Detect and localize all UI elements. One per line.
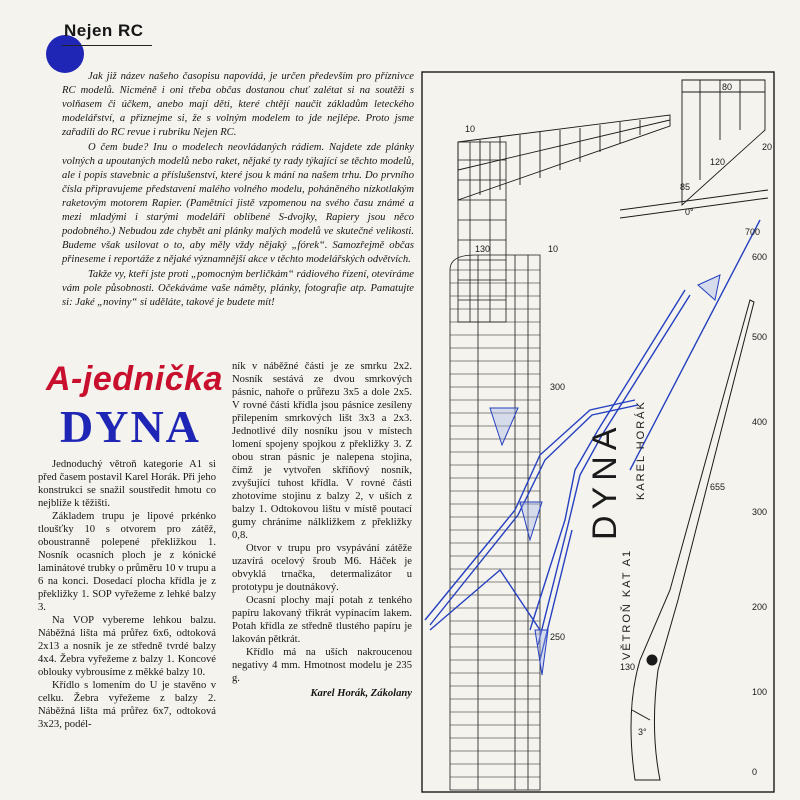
intro-paragraph: Jak již název našeho časopisu napovídá, je určen především pro příznivce RC modelů. Nicméně i oni třeba občas dostanou chuť zalétat si na soutěži s volňasem či účkem, anebo mají děti, které chtějí naučit základům leteckého modelářství, a přiznejme si, že s volným modelem to jde nejlépe. Proto jsme zařadili do RC revue i rubriku Nejen RC.	[62, 71, 414, 138]
dimension-label: 130	[620, 662, 636, 672]
article-paragraph: Otvor v trupu pro vsypávání zátěže uzavírá ocelový šroub M6. Háček je obvyklá trnačka, determalizátor u prototypu je doutnákový.	[232, 543, 412, 593]
model-name-block	[586, 400, 647, 660]
article-paragraph: Křídlo s lomením do U je stavěno v celku. Žebra vyřežeme z balzy 2. Náběžná lišta má průřez 6x7, odtoková 3x23, podél-	[38, 680, 216, 730]
dimension-label: 20	[762, 142, 773, 152]
dimension-label: 85	[680, 182, 691, 192]
dimension-label: 200	[752, 602, 768, 612]
intro-paragraph: Takže vy, kteří jste proti „pomocným berličkám“ rádiového řízení, otevíráme vám pole působnosti. Očekáváme vaše náměty, plánky, fotografie atp. Pamatujte si: Jaké „noviny“ si uděláte, takové je budete mít!	[62, 269, 414, 308]
dimension-label: 250	[550, 632, 566, 642]
article-paragraph: Na VOP vybereme lehkou balzu. Náběžná lišta má průřez 6x6, odtoková 2x13 a nosník je ze středně tvrdé balzy 4x4. Žebra vyřežeme z balzy 1. Koncové oblouky vybrousíme z měkké balzy 10.	[38, 615, 216, 678]
section-header: Nejen RC	[64, 21, 144, 40]
dimension-label: 655	[710, 482, 726, 492]
article-paragraph: Základem trupu je lipové prkénko tloušťky 10 s otvorem pro zátěž, oboustranně polepené překližkou 1. Nosník ocasních ploch je z kónické laminátové trubky o průměru 10 v trupu a 6 na konci. Dosedací plocha křídla je z překližky 1. SOP vyřežeme z lehké balzy 3.	[38, 511, 216, 613]
article-column-1	[38, 458, 216, 731]
model-category: VĚTROŇ KAT A1	[621, 548, 633, 660]
dimension-label: 300	[752, 507, 768, 517]
stabilizer-plan	[458, 142, 506, 322]
dimension-label: 10	[465, 124, 476, 134]
intro-text	[62, 70, 414, 310]
article-signature: Karel Horák, Zákolany	[310, 688, 412, 699]
article-column-2	[232, 360, 412, 700]
model-author: KAREL HORÁK	[635, 400, 647, 500]
intro-paragraph: O čem bude? Inu o modelech neovládaných rádiem. Najdete zde plánky volných a upoutaných modelů nebo raket, nějaké ty rady týkající se těchto modelů, ale i popis stavebnic a příslušenství, které jsou k mání na našem trhu. Do prvního čísla připravujeme představení malého volného modelu, poháněného nízkotlakým raketovým motorem Rapier. (Pamětníci jistě vzpomenou na svého času známé a mezi mladými i starými modeláři oblíbené S-dvojky, Rapiery jsou něco podobného.) Nebudou zde chybět ani plánky malých modelů ve skutečné velikosti. Budeme však usilovat o to, aby měly vždy nějaký „fórek“. Samozřejmě občas přineseme i reportáže z nějaké významnější akce v těchto modelářských odvětvích.	[62, 142, 414, 265]
article-paragraph: Jednoduchý větroň kategorie A1 si před časem postavil Karel Horák. Při jeho konstrukci se snažil soustředit hmotu co nejblíže k těžišti.	[38, 459, 216, 509]
dimension-label: 130	[475, 244, 491, 254]
dimension-label: 500	[752, 332, 768, 342]
dimension-label: 120	[710, 157, 726, 167]
dimension-label: 700	[745, 227, 761, 237]
dimension-label: 600	[752, 252, 768, 262]
article-title: DYNA	[60, 401, 201, 452]
article-paragraph: Ocasní plochy mají potah z tenkého papíru lakovaný třikrát vypínacím lakem. Potah křídla ze středně tlustého papíru je lakován pětkrát.	[232, 595, 412, 645]
dimension-label: 400	[752, 417, 768, 427]
article-paragraph: ník v náběžné části je ze smrku 2x2. Nosník sestává ze dvou smrkových pásnic, nahoře o průřezu 3x5 a dole 2x5. V rovné části křídla jsou pásnice zesíleny přilepením smrkových lišt 3x3 a 2x3. Jednotlivé díly nosníku jsou v místech lomení spojeny spojkou z překližky 3. Z obou stran pásnic je nalepena stojina, čímž je vytvořen skříňový nosník, zvyšující tuhost křídla. V rovné části zhotovíme stojinu z balzy 2, v uších z balzy 1. Odtokovou lištu v místě poutací gumy chráníme nálkližkem z překližky 0,8.	[232, 361, 412, 541]
dimension-label: 10	[548, 244, 559, 254]
fin-top-view	[682, 80, 765, 205]
dimension-label: 100	[752, 687, 768, 697]
section-rule	[62, 45, 152, 46]
article-subtitle: A-jednička	[46, 360, 223, 398]
model-name: DYNA	[586, 421, 624, 540]
article-paragraph: Křídlo má na uších nakroucenou negativy 4 mm. Hmotnost modelu je 235 g.	[232, 647, 412, 684]
dimension-label: 3°	[638, 727, 647, 737]
dimension-label: 0	[752, 767, 758, 777]
model-plan-drawing	[420, 70, 784, 795]
dimension-label: 80	[722, 82, 733, 92]
dimension-label: 0°	[685, 207, 694, 217]
dimension-label: 300	[550, 382, 566, 392]
